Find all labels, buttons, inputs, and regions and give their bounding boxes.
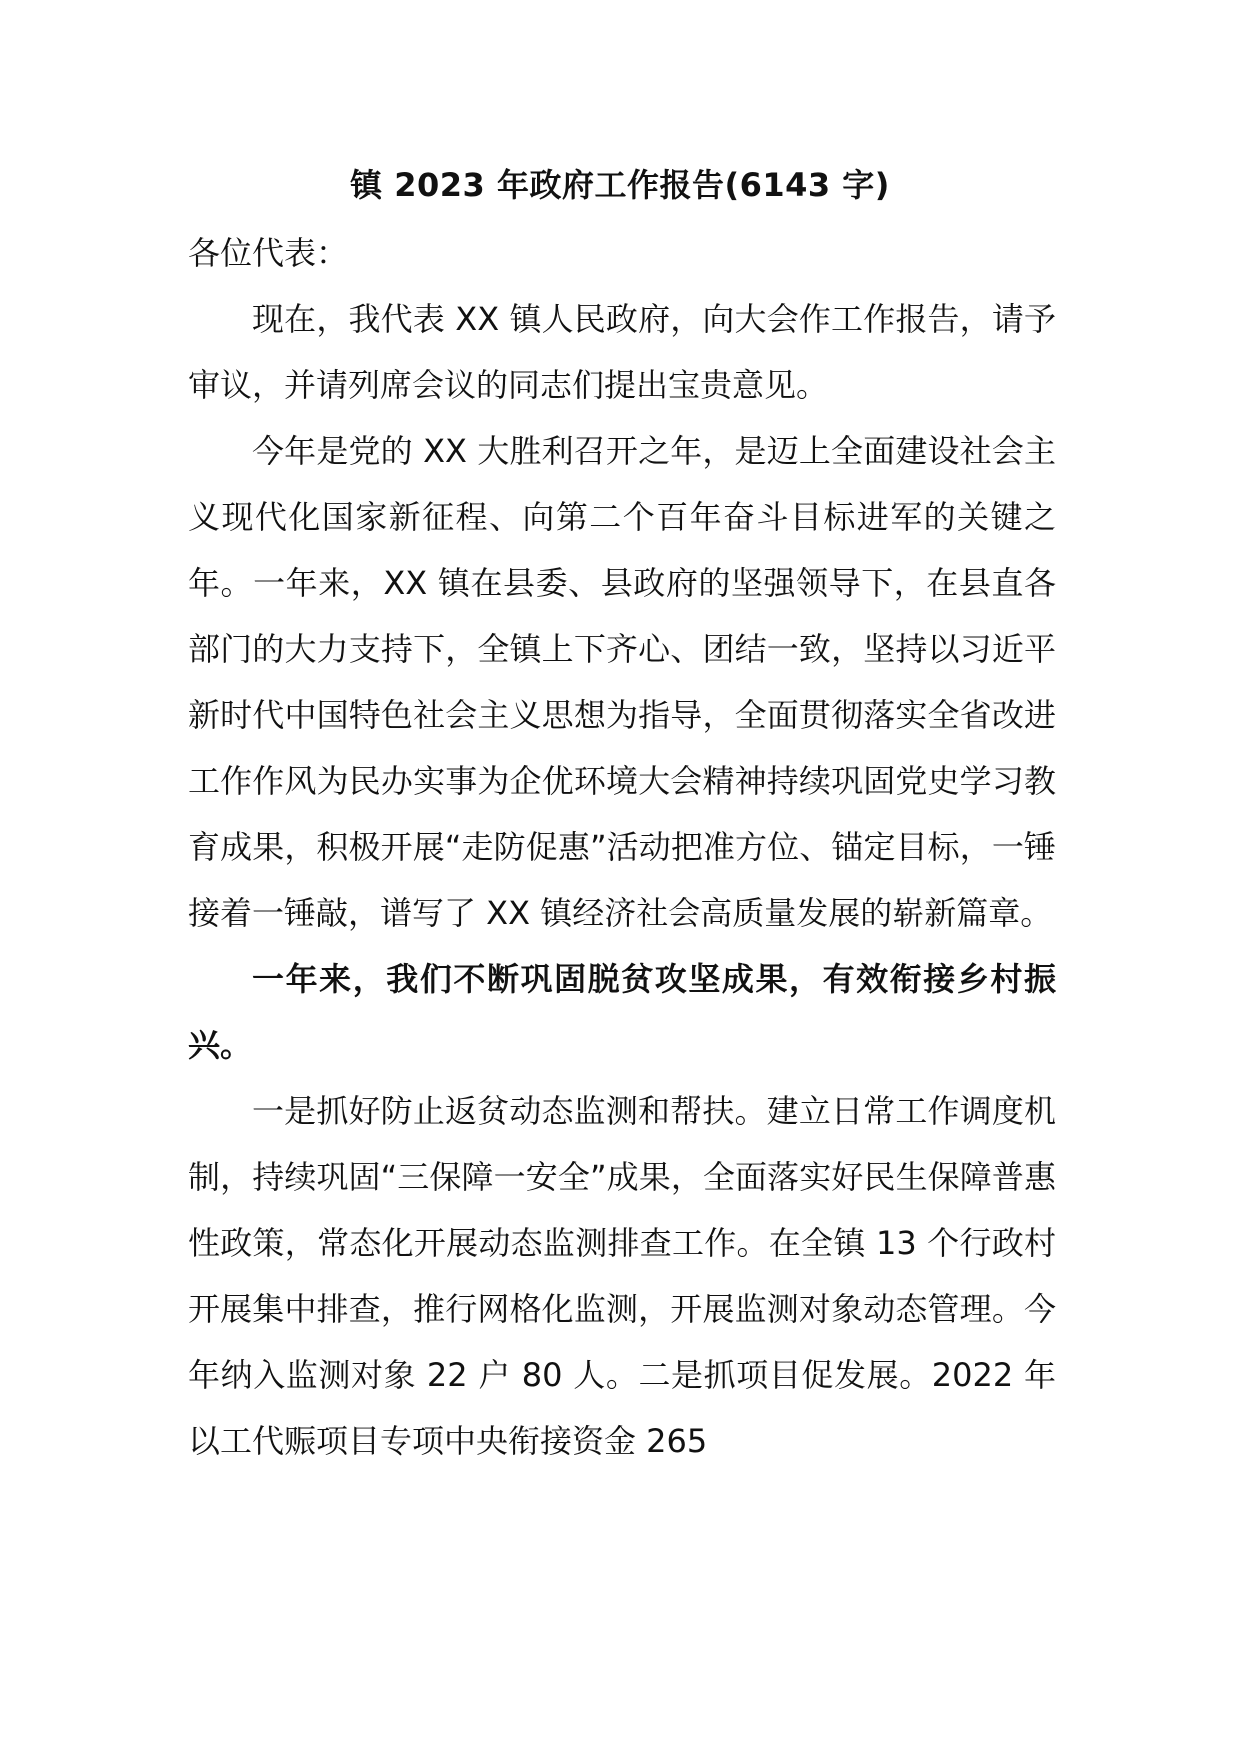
paragraph-poverty-monitoring: 一是抓好防止返贫动态监测和帮扶。建立日常工作调度机制，持续巩固“三保障一安全”成果，全面落实好民生保障普惠性政策，常态化开展动态监测排查工作。在全镇 13 个行政村开展集中排查，推行网格化监测，开展监测对象动态管理。今年纳入监测对象 22 户 80 人。二是抓项目促发展。2022 年以工代赈项目专项中央衔接资金 265 — [188, 1092, 1056, 1460]
document-title: 镇 2023 年政府工作报告(6143 字) — [350, 166, 890, 204]
section-heading: 一年来，我们不断巩固脱贫攻坚成果，有效衔接乡村振兴。 — [188, 960, 1056, 1064]
paragraph-intro: 现在，我代表 XX 镇人民政府，向大会作工作报告，请予审议，并请列席会议的同志们提出宝贵意见。 — [188, 300, 1056, 404]
salutation: 各位代表： — [188, 234, 349, 272]
document-body — [188, 220, 1056, 1474]
paragraph-overview: 今年是党的 XX 大胜利召开之年，是迈上全面建设社会主义现代化国家新征程、向第二个百年奋斗目标进军的关键之年。一年来，XX 镇在县委、县政府的坚强领导下，在县直各部门的大力支持下，全镇上下齐心、团结一致，坚持以习近平新时代中国特色社会主义思想为指导，全面贯彻落实全省改进工作作风为民办实事为企优环境大会精神持续巩固党史学习教育成果，积极开展“走防促惠”活动把准方位、锚定目标，一锤接着一锤敲，谱写了 XX 镇经济社会高质量发展的崭新篇章。 — [188, 432, 1056, 932]
